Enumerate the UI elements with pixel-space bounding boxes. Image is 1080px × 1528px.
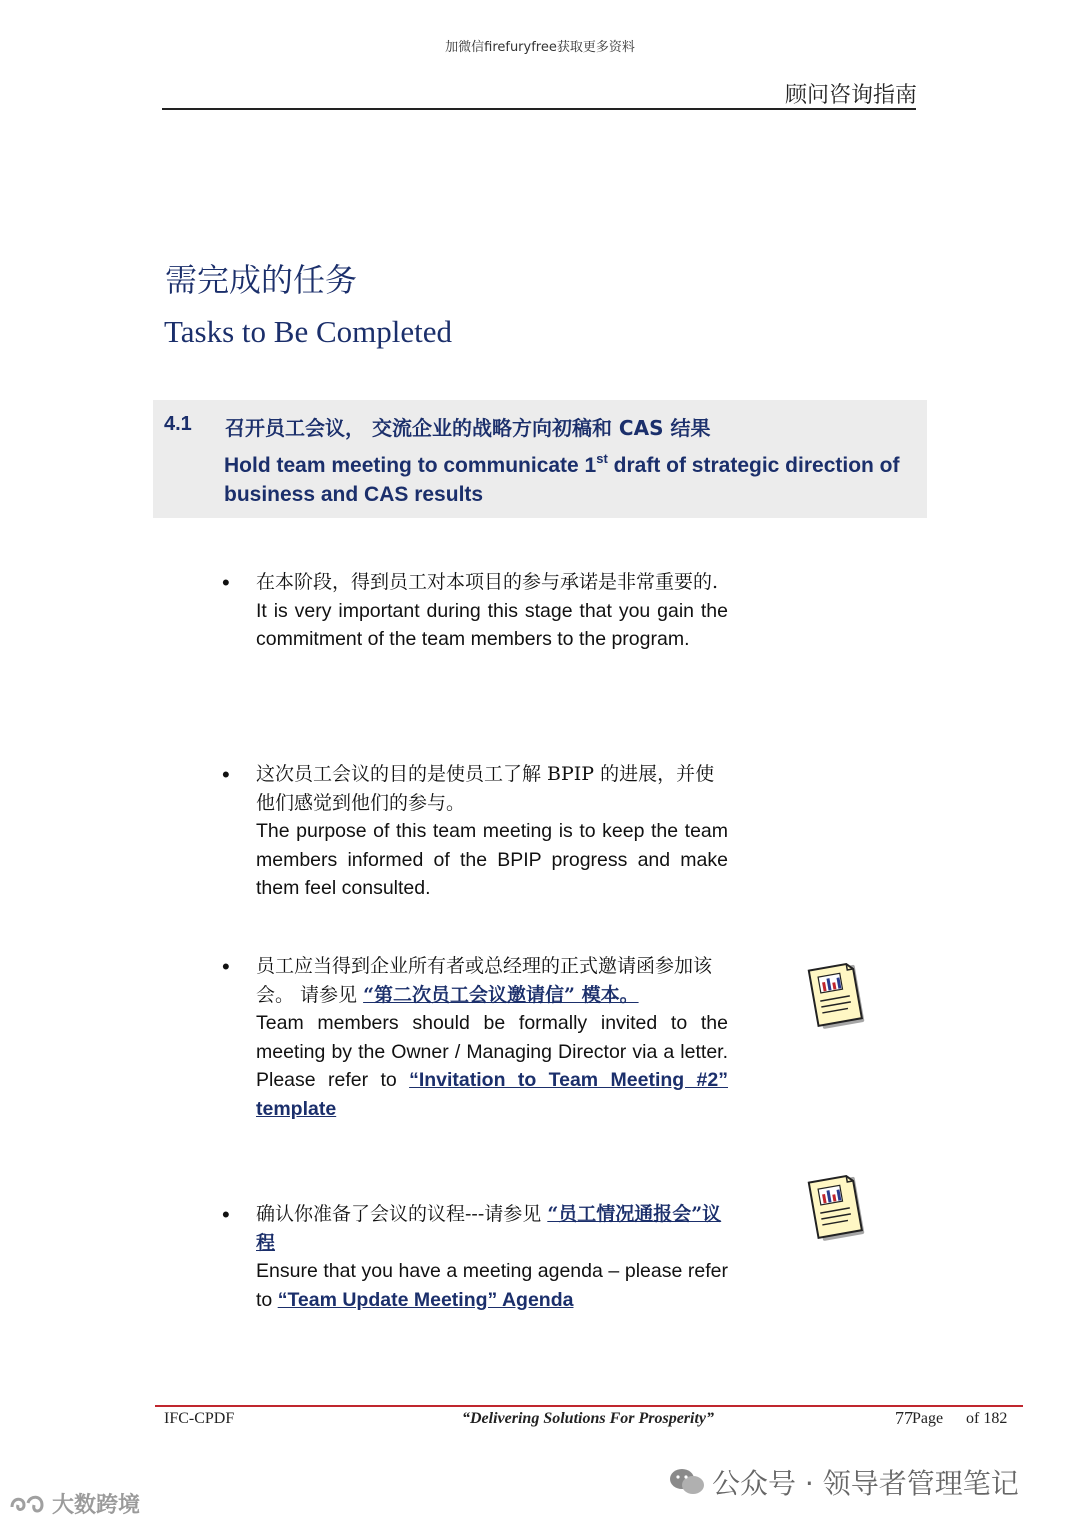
list-item xyxy=(256,952,728,1124)
bullet: • xyxy=(222,762,230,787)
footer-slogan: “Delivering Solutions For Prosperity” xyxy=(462,1410,715,1427)
section-title-en: Hold team meeting to communicate 1st draft of strategic direction of business and CAS results xyxy=(224,451,900,506)
footer-divider xyxy=(155,1405,1023,1407)
top-watermark: 加微信firefuryfree获取更多资料 xyxy=(445,40,635,55)
document-chart-icon xyxy=(806,962,870,1034)
list-item-zh: 确认你准备了会议的议程---请参见 “员工情况通报会”议程 xyxy=(256,1203,722,1254)
header-title: 顾问咨询指南 xyxy=(784,83,917,108)
page-number: 77 xyxy=(895,1408,913,1428)
brand-watermark-text: 大数跨境 xyxy=(52,1493,141,1518)
list-item-en: Team members should be formally invited to the meeting by the Owner / Managing Director via a letter. Please refer to “Invitation to Team Meeting #2” template xyxy=(256,1012,728,1120)
team-update-agenda-link-zh[interactable]: “员工情况通报会”议程 xyxy=(256,1203,722,1254)
brand-watermark xyxy=(8,1488,140,1519)
footer-org: IFC-CPDF xyxy=(164,1410,235,1427)
invitation-template-link[interactable]: “Invitation to Team Meeting #2” template xyxy=(256,1069,728,1120)
list-item-en: Ensure that you have a meeting agenda – please refer to “Team Update Meeting” Agenda xyxy=(256,1260,728,1311)
invitation-letter-link-zh[interactable]: “第二次员工会议邀请信” 模本。 xyxy=(363,983,639,1006)
bullet: • xyxy=(222,1202,230,1227)
wechat-account-text: 公众号 · 领导者管理笔记 xyxy=(712,1467,1019,1500)
list-item-zh: 员工应当得到企业所有者或总经理的正式邀请函参加该会。 请参见 “第二次员工会议邀请信” 模本。 xyxy=(256,955,713,1006)
page-total: of 182 xyxy=(966,1410,1008,1427)
list-item xyxy=(256,760,728,903)
list-item-zh: 在本阶段，得到员工对本项目的参与承诺是非常重要的. xyxy=(256,571,719,593)
document-chart-icon xyxy=(806,1174,870,1246)
section-title-zh: 召开员工会议， 交流企业的战略方向初稿和 CAS 结果 xyxy=(225,416,711,440)
page-title-zh: 需完成的任务 xyxy=(165,261,358,299)
list-item-en: It is very important during this stage that you gain the commitment of the team members to the program. xyxy=(256,599,728,651)
list-item xyxy=(256,568,728,654)
list-item xyxy=(256,1200,728,1314)
bullet: • xyxy=(222,954,230,979)
wechat-icon xyxy=(668,1466,706,1498)
header-divider xyxy=(162,108,916,110)
bullet: • xyxy=(222,570,230,595)
list-item-en: The purpose of this team meeting is to keep the team members informed of the BPIP progress and make them feel consulted. xyxy=(256,820,728,900)
list-item-zh: 这次员工会议的目的是使员工了解 BPIP 的进展，并使他们感觉到他们的参与。 xyxy=(256,763,715,814)
team-update-agenda-link[interactable]: “Team Update Meeting” Agenda xyxy=(277,1288,574,1311)
section-number: 4.1 xyxy=(164,413,192,435)
wechat-watermark xyxy=(668,1462,1019,1502)
brand-logo-icon xyxy=(8,1491,48,1517)
page-label: Page xyxy=(912,1410,944,1427)
page-title-en: Tasks to Be Completed xyxy=(164,314,452,349)
